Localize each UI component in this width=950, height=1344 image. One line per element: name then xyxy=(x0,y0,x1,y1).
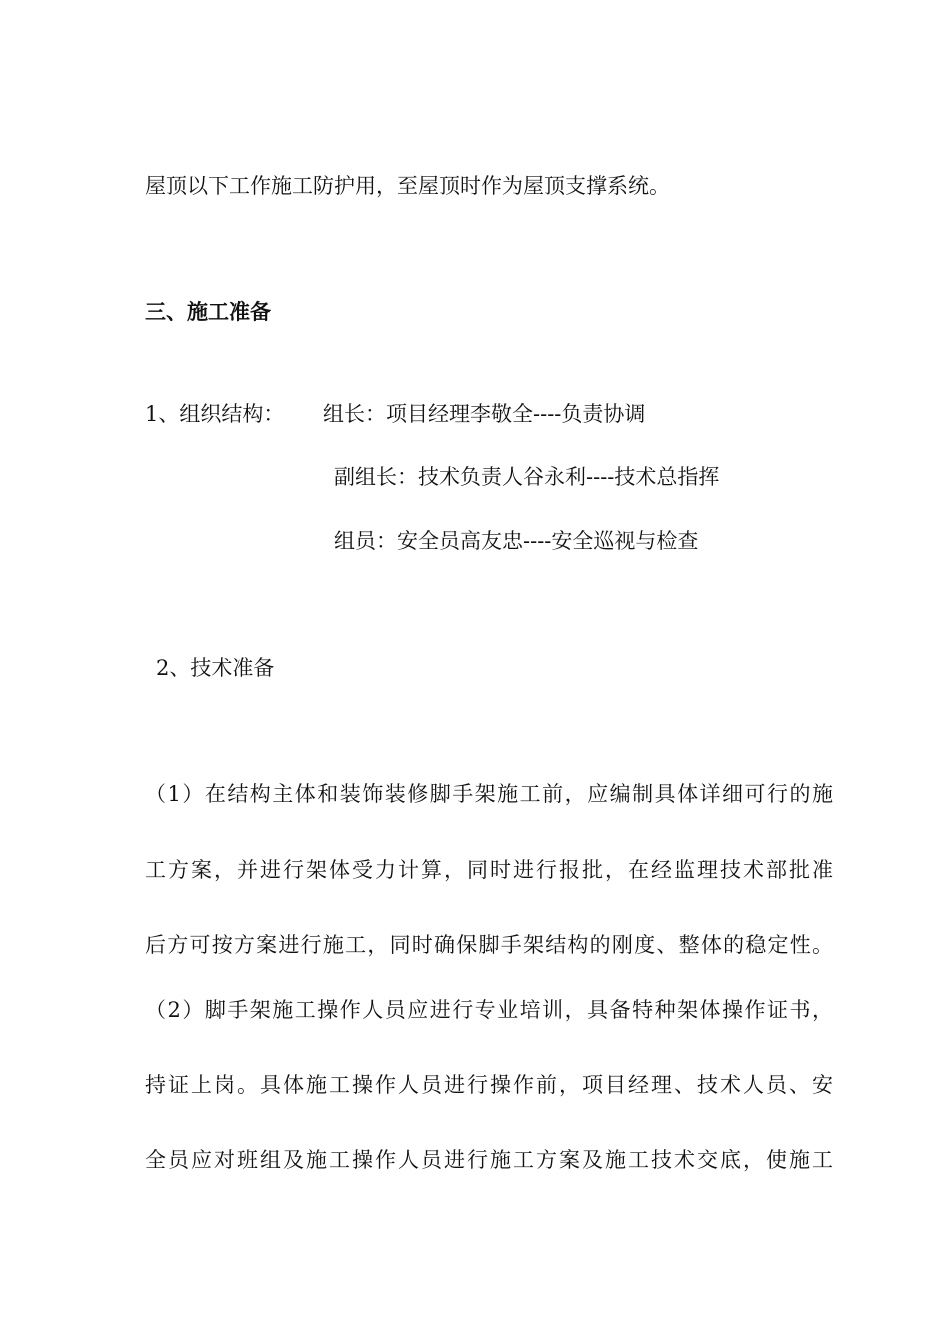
paragraph-2-line-2: 持证上岗。具体施工操作人员进行操作前，项目经理、技术人员、安 xyxy=(145,1073,833,1097)
org-member: 组员：安全员高友忠----安全巡视与检查 xyxy=(334,529,699,553)
paragraph-1-line-2: 工方案，并进行架体受力计算，同时进行报批，在经监理技术部批准 xyxy=(145,858,833,882)
paragraph-1-line-1: （1）在结构主体和装饰装修脚手架施工前，应编制具体详细可行的施 xyxy=(145,782,833,806)
org-structure-label: 1、组织结构： xyxy=(145,402,285,426)
paragraph-2-line-1: （2）脚手架施工操作人员应进行专业培训，具备特种架体操作证书， xyxy=(145,998,833,1022)
paragraph-1-line-3: 后方可按方案进行施工，同时确保脚手架结构的刚度、整体的稳定性。 xyxy=(145,933,833,957)
org-leader: 组长：项目经理李敬全----负责协调 xyxy=(323,402,646,426)
tech-prep-heading: 2、技术准备 xyxy=(156,656,275,680)
intro-line: 屋顶以下工作施工防护用，至屋顶时作为屋顶支撑系统。 xyxy=(145,174,670,198)
paragraph-2-line-3: 全员应对班组及施工操作人员进行施工方案及施工技术交底，使施工 xyxy=(145,1148,833,1172)
section-heading: 三、施工准备 xyxy=(145,299,271,324)
org-deputy: 副组长：技术负责人谷永利----技术总指挥 xyxy=(334,465,720,489)
